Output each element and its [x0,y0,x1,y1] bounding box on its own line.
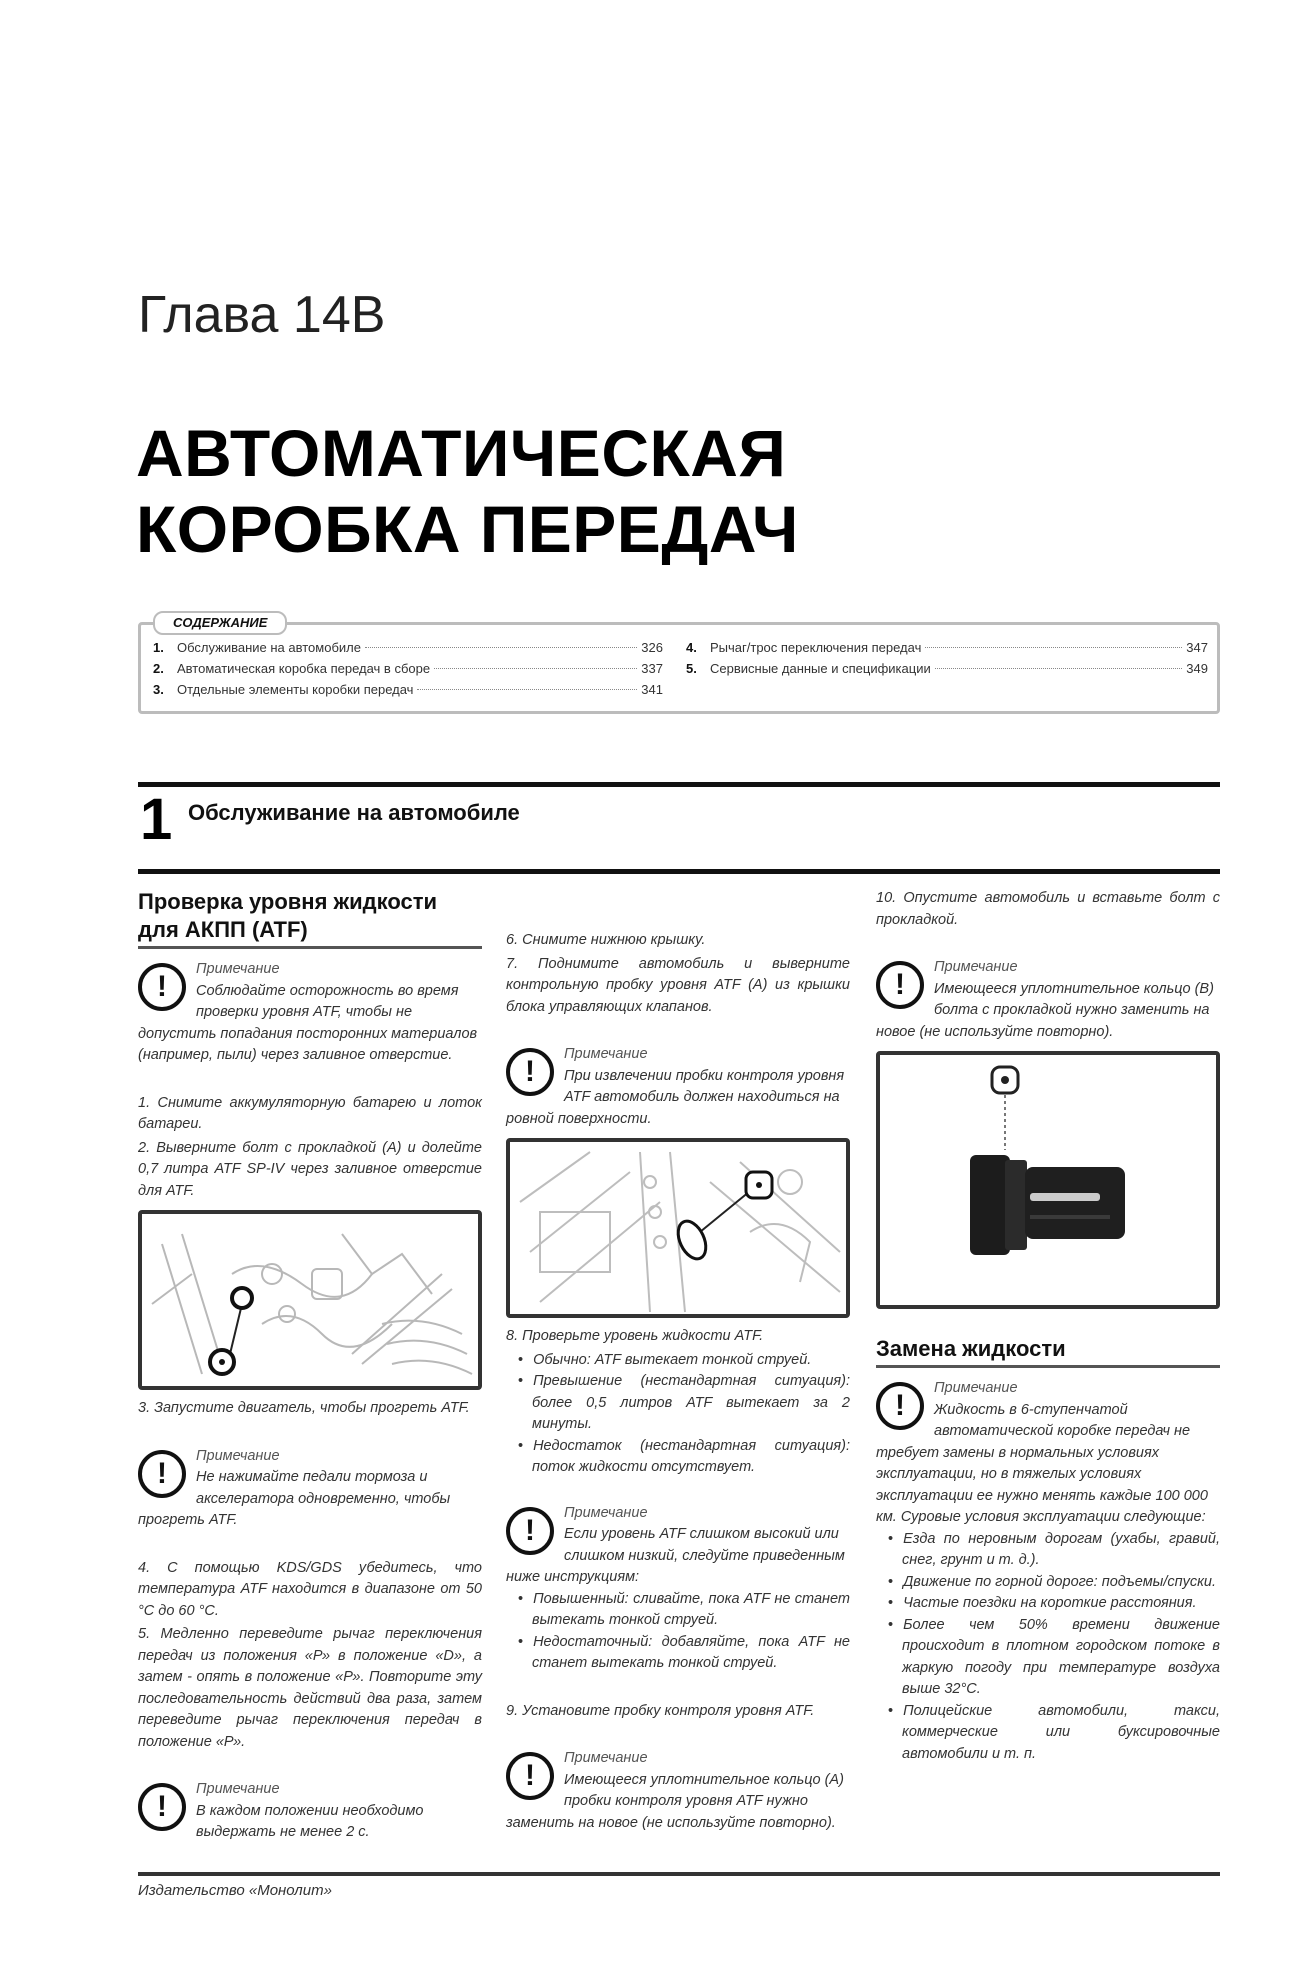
toc-item-text: Отдельные элементы коробки передач [177,682,414,697]
chapter-label: Глава 14В [138,286,386,344]
valve-body-line-drawing [510,1142,846,1314]
note-label: Примечание [564,1046,648,1062]
note-text: Имеющееся уплотнительное кольцо (А) пробки контроля уровня ATF нужно заменить на новое (не используйте повторно). [506,1771,844,1831]
engine-bay-line-drawing [142,1214,478,1386]
step-5: 5. Медленно переведите рычаг переключения передач из положения «Р» в положение «D», а затем - опять в положение «Р». Повторите эту последовательность действий два раза, затем переведите рычаг переключения передач в положение «Р». [138,1626,482,1750]
step-8-bullet: • Превышение (нестандартная ситуация): более 0,5 литров ATF вытекает за 2 минуты. [506,1371,850,1436]
note-bullet: • Более чем 50% времени движение происходит в плотном городском потоке в жаркую погоду при температуре воздуха выше 32°С. [876,1615,1220,1701]
warning-exclamation-icon: ! [506,1507,554,1555]
toc-leader-dots [925,647,1182,648]
step-9: 9. Установите пробку контроля уровня ATF. [506,1702,815,1719]
warning-exclamation-icon: ! [138,1450,186,1498]
note-box [876,1378,1220,1765]
toc-item-text: Обслуживание на автомобиле [177,640,361,655]
chapter-title-line1: АВТОМАТИЧЕСКАЯ [136,416,787,490]
note-box [138,959,482,1067]
note-text: В каждом положении необходимо выдержать не менее 2 с. [196,1802,424,1840]
warning-exclamation-icon: ! [138,963,186,1011]
note-bullet: • Частые поездки на короткие расстояния. [876,1593,1220,1615]
toc-item-page: 337 [641,661,663,676]
note-label: Примечание [934,1380,1018,1396]
step-2: 2. Выверните болт с прокладкой (А) и долейте 0,7 литра ATF SP-IV через заливное отверстие для ATF. [138,1139,482,1199]
note-box [506,1748,850,1834]
table-of-contents [138,615,1220,714]
note-box [138,1779,482,1844]
note-text: Соблюдайте осторожность во время проверки уровня ATF, чтобы не допустить попадания посторонних материалов (например, пыли) через заливное отверстие. [138,982,478,1063]
toc-item-number: 5. [686,661,697,676]
toc-leader-dots [935,668,1183,669]
warning-exclamation-icon: ! [876,961,924,1009]
note-bullet: • Недостаточный: добавляйте, пока ATF не станет вытекать тонкой струей. [506,1632,850,1675]
note-bullet: • Полицейские автомобили, такси, коммерческие или буксировочные автомобили и т. п. [876,1701,1220,1766]
toc-item[interactable] [686,637,1208,658]
step-8: 8. Проверьте уровень жидкости ATF. [506,1328,764,1344]
note-bullet: • Повышенный: сливайте, пока ATF не станет вытекать тонкой струей. [506,1589,850,1632]
toc-item[interactable] [153,637,663,658]
toc-item-page: 341 [641,682,663,697]
column-right [876,888,1220,1773]
figure-engine-bay-fill-bolt [138,1210,482,1390]
step-3: 3. Запустите двигатель, чтобы прогреть ATF. [138,1400,470,1416]
chapter-title-line2: КОРОБКА ПЕРЕДАЧ [136,492,799,566]
note-label: Примечание [564,1504,648,1521]
section-bottom-rule [138,869,1220,874]
toc-item-page: 347 [1186,640,1208,655]
note-text: Жидкость в 6-ступенчатой автоматической коробке передач не требует замены в нормальных условиях эксплуатации, но в тяжелых условиях эксплуатации ее нужно менять каждые 100 000 км. Суровые условия эксплуатации следующие: [876,1401,1208,1525]
step-10: 10. Опустите автомобиль и вставьте болт с прокладкой. [876,890,1220,928]
note-label: Примечание [196,961,280,977]
toc-item-number: 1. [153,640,164,655]
note-text: При извлечении пробки контроля уровня ATF автомобиль должен находиться на ровной поверхности. [506,1067,845,1127]
toc-item-number: 4. [686,640,697,655]
chapter-title [136,415,799,567]
figure-drain-bolt-with-washer [876,1051,1220,1309]
drain-bolt-photo [880,1055,1216,1305]
footer-rule [138,1872,1220,1876]
toc-heading: СОДЕРЖАНИЕ [153,611,287,635]
note-bullet: • Езда по неровным дорогам (ухабы, гравий, снег, грунт и т. д.). [876,1529,1220,1572]
note-box [876,957,1220,1043]
publisher-footer: Издательство «Монолит» [138,1882,332,1899]
subheading-fluid-replacement: Замена жидкости [876,1335,1220,1368]
toc-item-number: 2. [153,661,164,676]
toc-leader-dots [434,668,637,669]
note-text: Если уровень ATF слишком высокий или слишком низкий, следуйте приведенным ниже инструкциям: [506,1526,845,1585]
note-bullet: • Движение по горной дороге: подъемы/спуски. [876,1572,1220,1594]
section-number: 1 [140,787,173,852]
toc-leader-dots [365,647,637,648]
toc-item-page: 349 [1186,661,1208,676]
warning-exclamation-icon: ! [876,1382,924,1430]
step-6: 6. Снимите нижнюю крышку. [506,932,706,948]
toc-item[interactable] [153,658,663,679]
toc-item[interactable] [686,658,1208,679]
subheading-atf-check: Проверка уровня жидкости для АКПП (ATF) [138,888,482,949]
toc-item-text: Сервисные данные и спецификации [710,661,931,676]
note-box [138,1446,482,1532]
note-box [506,1503,850,1675]
toc-item-number: 3. [153,682,164,697]
toc-item-text: Автоматическая коробка передач в сборе [177,661,431,676]
toc-leader-dots [417,689,637,690]
step-7: 7. Поднимите автомобиль и выверните контрольную пробку уровня ATF (А) из крышки блока управляющих клапанов. [506,955,850,1015]
warning-exclamation-icon: ! [506,1048,554,1096]
column-left [138,888,482,1852]
step-4: 4. С помощью KDS/GDS убедитесь, что температура ATF находится в диапазоне от 50 °С до 60 °С. [138,1559,482,1619]
step-1: 1. Снимите аккумуляторную батарею и лоток батареи. [138,1094,482,1132]
toc-item[interactable] [153,679,663,700]
step-8-bullet: • Недостаток (нестандартная ситуация): поток жидкости отсутствует. [506,1436,850,1479]
note-label: Примечание [934,959,1018,975]
section-top-rule [138,782,1220,787]
warning-exclamation-icon: ! [506,1752,554,1800]
note-label: Примечание [196,1781,280,1797]
warning-exclamation-icon: ! [138,1783,186,1831]
figure-valve-body-check-plug [506,1138,850,1318]
step-8-bullet: • Обычно: ATF вытекает тонкой струей. [506,1350,850,1372]
toc-column-left [153,637,663,700]
toc-item-page: 326 [641,640,663,655]
note-label: Примечание [196,1447,280,1464]
note-label: Примечание [564,1750,648,1766]
note-text: Не нажимайте педали тормоза и акселератора одновременно, чтобы прогреть ATF. [138,1469,451,1528]
note-text: Имеющееся уплотнительное кольцо (В) болта с прокладкой нужно заменить на новое (не используйте повторно). [876,980,1214,1040]
note-box [506,1044,850,1130]
toc-column-right [686,637,1208,679]
column-middle [506,930,850,1842]
toc-item-text: Рычаг/трос переключения передач [710,640,922,655]
section-title: Обслуживание на автомобиле [188,800,520,825]
